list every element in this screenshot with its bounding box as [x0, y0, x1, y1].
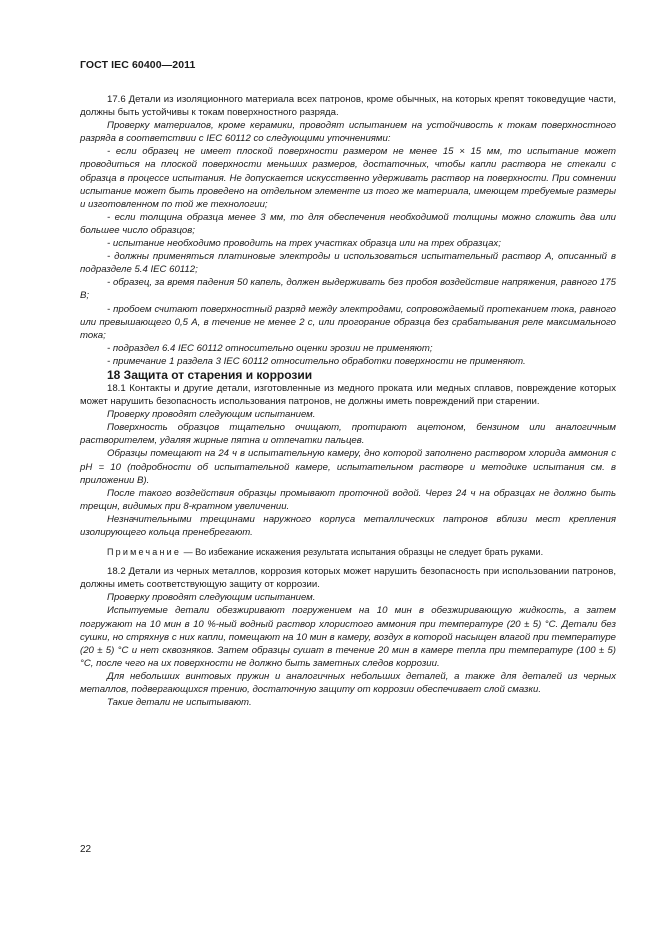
- clause-18-2-test: Проверку проводят следующим испытанием.: [107, 592, 316, 604]
- clause-18-1-cracks: Незначительными трещинами наружного корпуса металлических патронов вблизи мест крепления изолирующего кольца пренебрегают.: [80, 513, 616, 538]
- clause-17-6-item: - пробоем считают поверхностный разряд между электродами, сопровождаемый протеканием тока, равного или превышающего 0,5 А, в течение не менее 2 с, или прогорание образца без срабатывания реле максимального тока;: [80, 303, 616, 341]
- clause-18-1-note: [80, 546, 616, 559]
- section-18-title: 18 Защита от старения и коррозии: [107, 367, 313, 382]
- clause-17-6-item: - примечание 1 раздела 3 IEC 60112 относительно обработки поверхности не применяют.: [107, 355, 526, 367]
- page-content: [80, 93, 616, 709]
- page-number: 22: [80, 844, 92, 855]
- clause-18-2-procedure: Испытуемые детали обезжиривают погружением на 10 мин в обезжиривающую жидкость, а затем погружают на 10 мин в 10 %-ный водный раствор хлористого аммония при температуре (20 ± 5) °С. Детали без сушки, но стряхнув с них капли, помещают на 10 мин в камеру, воздух в которой насыщен влагой при температуре (20 ± 5) °С и нет сквозняков. Затем образцы сушат в течение 20 мин в камере тепла при температуре (100 ± 5) °С, после чего на их поверхности не должно быть заметных следов коррозии.: [80, 605, 616, 669]
- clause-18-1-cleaning: Поверхность образцов тщательно очищают, протирают ацетоном, бензином или аналогичным растворителем, удаляя жирные пятна и отпечатки пальцев.: [80, 422, 616, 447]
- clause-18-1-chamber: Образцы помещают на 24 ч в испытательную камеру, дно которой заполнено раствором хлорида аммония с pH = 10 (подробности об испытательной камере, испытательном растворе и методике испытания см. в приложении В).: [80, 448, 616, 486]
- clause-17-6-item: - должны применяться платиновые электроды и использоваться испытательный раствор А, описанный в подразделе 5.4 IEC 60112;: [80, 251, 616, 276]
- clause-18-2-springs: Для небольших винтовых пружин и аналогичных небольших деталей, а также для деталей из черных металлов, подвергающихся трению, достаточную защиту от коррозии обеспечивает слой смазки.: [80, 670, 616, 696]
- clause-17-6-item: - если образец не имеет плоской поверхности размером не менее 15 × 15 мм, то испытание может проводиться на плоской поверхности меньших размеров, достаточных, чтобы капли раствора не стекали с образца в процессе испытания. Не допускается искусственно удерживать раствор на поверхности. При сомнении испытание может быть проведено на отдельном элементе из того же материала, имеющем требуемые размеры и изготовленном по той же технологии;: [80, 146, 616, 210]
- clause-17-6-item: - подраздел 6.4 IEC 60112 относительно оценки эрозии не применяют;: [107, 342, 433, 354]
- clause-18-1-rinse: После такого воздействия образцы промывают проточной водой. Через 24 ч на образцах не должно быть трещин, видимых при 8-кратном увеличении.: [80, 487, 616, 512]
- clause-18-1-intro: 18.1 Контакты и другие детали, изготовленные из медного проката или медных сплавов, повреждение которых может нарушить безопасность использования патронов, не должны иметь повреждений при старении.: [80, 382, 616, 408]
- clause-17-6-item: - испытание необходимо проводить на трех участках образца или на трех образцах;: [107, 238, 501, 250]
- note-label: Примечание: [107, 547, 182, 558]
- clause-18-1-test: Проверку проводят следующим испытанием.: [107, 409, 316, 421]
- document-header: ГОСТ IEC 60400—2011: [80, 59, 196, 71]
- clause-17-6-item: - образец, за время падения 50 капель, должен выдерживать без пробоя воздействие напряжения, равного 175 В;: [80, 277, 616, 302]
- clause-18-2-exempt: Такие детали не испытывают.: [107, 697, 252, 709]
- clause-18-2-intro: 18.2 Детали из черных металлов, коррозия которых может нарушить безопасность при использовании патронов, должны иметь соответствующую защиту от коррозии.: [80, 566, 616, 591]
- note-text: — Во избежание искажения результата испытания образцы не следует брать руками.: [181, 547, 544, 558]
- clause-17-6-item: - если толщина образца менее 3 мм, то для обеспечения необходимой толщины можно сложить два или большее число образцов;: [80, 211, 616, 236]
- clause-17-6-test: Проверку материалов, кроме керамики, проводят испытанием на устойчивость к токам поверхностного разряда в соответствии с IEC 60112 со следующими уточнениями:: [80, 120, 616, 145]
- clause-17-6-intro: 17.6 Детали из изоляционного материала всех патронов, кроме обычных, на которых крепят токоведущие части, должны быть устойчивы к токам поверхностного разряда.: [80, 94, 616, 119]
